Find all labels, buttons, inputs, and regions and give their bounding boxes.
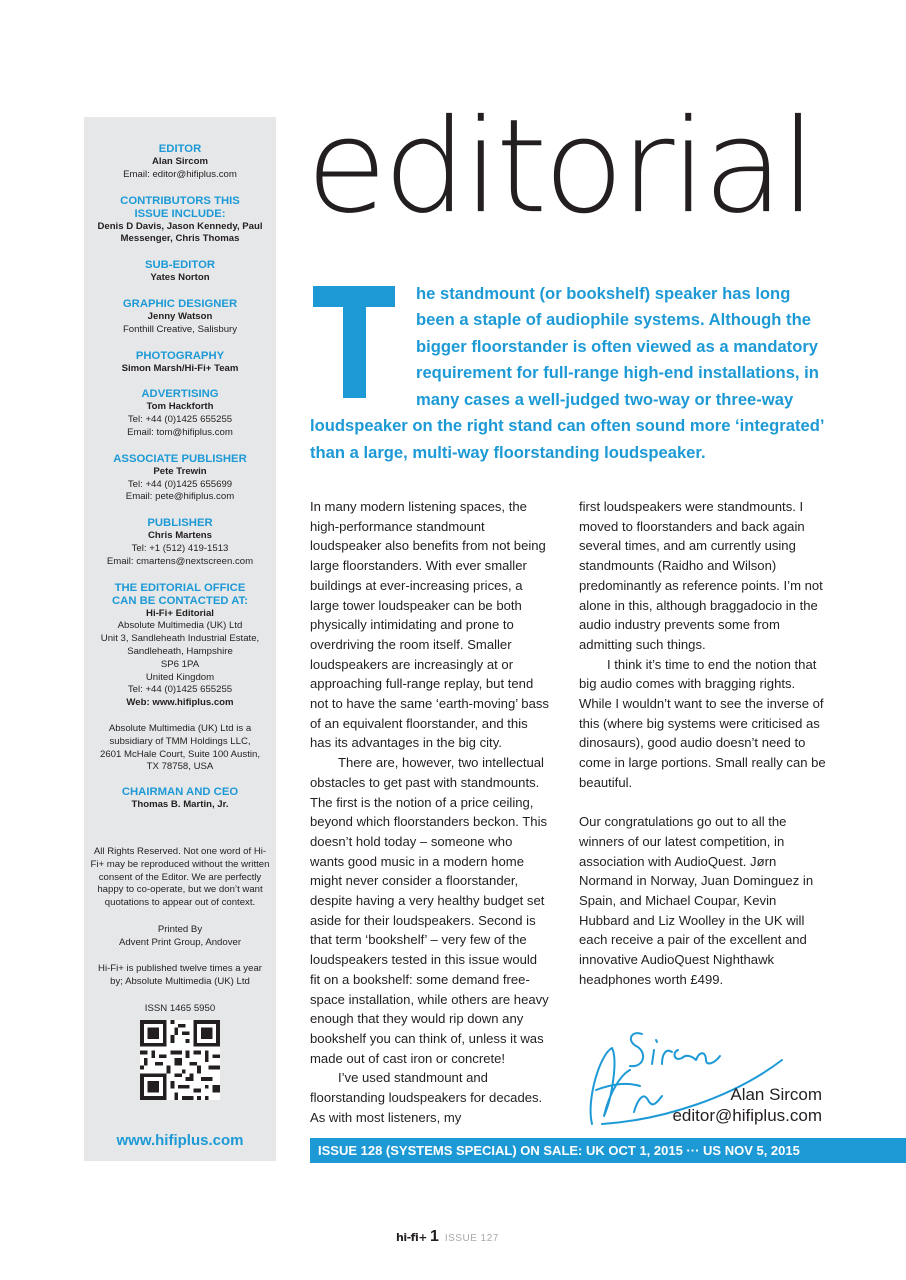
editor-name: Alan Sircom [152,156,208,167]
masthead-publisher [84,517,276,568]
standfirst-line: than a large, multi-way floorstanding loudspeaker. [310,443,706,462]
office-name: Hi-Fi+ Editorial [146,607,214,619]
masthead-editor [84,143,276,182]
standfirst-line: he standmount (or bookshelf) speaker has long [416,284,791,303]
standfirst-line: loudspeaker on the right stand can often sound more ‘integrated’ [310,416,825,435]
body-paragraph: first loudspeakers were standmounts. I moved to floorstanders and back again several times, and am currently using standmounts (Raidho and Wilson) predominantly as reference points. I’m not alone in this, although braggadocio in the audio industry prevents some from admitting such things. [579,499,823,652]
contributor-names: Denis D Davis, Jason Kennedy, Paul Messenger, Chris Thomas [97,220,263,245]
signature-name: Alan Sircom [730,1085,822,1104]
office-line: Unit 3, Sandleheath Industrial Estate, [100,633,260,645]
masthead-sidebar [84,117,276,1161]
paragraph-gap [579,793,829,813]
section-heading: CONTRIBUTORS THIS ISSUE INCLUDE: [120,194,240,220]
office-line: United Kingdom [145,671,215,683]
issue-label: ISSUE 127 [444,1233,499,1244]
body-paragraph: Our congratulations go out to all the winners of our latest competition, in association with AudioQuest. Jørn Normand in Norway, Juan Dominguez in Spain, and Michael Coupar, Kevin Hubbard and Liz Woolley in the UK will each receive a pair of the excellent and innovative AudioQuest Nighthawk headphones worth £499. [579,814,814,987]
designer-name: Jenny Watson [147,310,213,322]
masthead-associate-publisher [84,453,276,504]
masthead-photography [84,350,276,376]
publisher-email: Email: cmartens@nextscreen.com [106,555,254,567]
masthead-office [84,582,276,710]
masthead-graphic-designer [84,298,276,337]
associate-name: Pete Trewin [153,465,207,477]
section-heading: PUBLISHER [147,517,213,530]
website-link[interactable]: www.hifiplus.com [116,1132,244,1149]
advertising-email: Email: tom@hifiplus.com [127,426,233,438]
next-issue-banner: ISSUE 128 (SYSTEMS SPECIAL) ON SALE: UK OCT 1, 2015 ··· US NOV 5, 2015 [310,1138,906,1163]
signature-email[interactable]: editor@hifiplus.com [672,1106,822,1125]
hifi-logo: hi-fi+ [396,1231,427,1244]
standfirst-line: bigger floorstander is often viewed as a mandatory [416,337,819,356]
qr-code-icon[interactable] [140,1020,220,1100]
section-heading: GRAPHIC DESIGNER [122,297,238,310]
body-paragraph: There are, however, two intellectual obstacles to get past with standmounts. The first is the notion of a price ceiling, beyond which floorstanders beckon. This doesn’t hold today – someone who wants good music in a modern home might never consider a floorstander, despite having a very healthy budget set aside for their loudspeakers. Second is that term ‘bookshelf’ – very few of the loudspeakers tested in this issue would fit on a bookshelf: some demand free-space installation, while others are heavy enough that they would rip down any bookshelf you can think of, unless it was made out of cast iron or concrete! [310,755,549,1066]
body-paragraph: I think it’s time to end the notion that big audio comes with bragging rights. While I wouldn’t want to see the inverse of this (where big systems were criticised as dinosaurs), good audio doesn’t need to come in large portions. Small really can be beautiful. [579,656,826,790]
masthead-ceo [84,786,276,812]
page-number: 1 [429,1228,439,1245]
sub-editor-name: Yates Norton [150,272,210,284]
editor-email: Email: editor@hifiplus.com [123,168,237,180]
photography-name: Simon Marsh/Hi-Fi+ Team [121,362,239,374]
section-heading: ADVERTISING [141,388,219,401]
drop-cap-glyph [313,286,395,398]
published-note: Hi-Fi+ is published twelve times a year by; Absolute Multimedia (UK) Ltd [98,963,262,988]
masthead-contributors [84,195,276,247]
publisher-name: Chris Martens [148,530,212,542]
office-line: Absolute Multimedia (UK) Ltd [117,620,243,632]
standfirst-line: been a staple of audiophile systems. Although the [416,310,811,329]
advertising-name: Tom Hackforth [146,401,214,413]
publisher-tel: Tel: +1 (512) 419-1513 [131,542,229,554]
body-paragraph: In many modern listening spaces, the high-performance standmount loudspeaker also benefits from not being large floorstanders. With ever smaller buildings at ever-increasing prices, a large tower loudspeaker can be both physically intimidating and prone to overdriving the room itself. Smaller loudspeakers are increasingly at or approaching full-range replay, but tend not to have the same ‘earth-moving’ bass of an equivalent floorstander, and this has its advantages in the big city. [310,499,549,751]
office-line: Sandleheath, Hampshire [127,645,233,657]
body-column-left [310,497,550,1128]
associate-tel: Tel: +44 (0)1425 655699 [127,478,233,490]
ceo-name: Thomas B. Martin, Jr. [131,799,229,811]
standfirst-line: many cases a well-judged two-way or three-way [416,390,794,409]
page-footer [396,1228,499,1246]
office-web: Web: www.hifiplus.com [126,697,234,709]
section-heading: EDITOR [158,143,202,155]
office-line: Tel: +44 (0)1425 655255 [127,684,233,696]
masthead-advertising [84,388,276,439]
issn: ISSN 1465 5950 [144,1003,216,1015]
standfirst-line: requirement for full-range high-end installations, in [416,363,819,382]
associate-email: Email: pete@hifiplus.com [125,491,235,503]
drop-cap-t [313,286,395,398]
printed-label: Printed By [157,923,203,935]
section-heading: SUB-EDITOR [144,259,216,272]
body-column-right [579,497,829,990]
section-heading: ASSOCIATE PUBLISHER [113,452,247,465]
advertising-tel: Tel: +44 (0)1425 655255 [127,414,233,426]
masthead-sub-editor [84,259,276,285]
printed-name: Advent Print Group, Andover [118,936,242,948]
printed-by [84,924,276,950]
section-heading: CHAIRMAN AND CEO [121,786,239,799]
office-line: SP6 1PA [160,658,200,670]
designer-detail: Fonthill Creative, Salisbury [122,323,238,335]
body-paragraph: I’ve used standmount and floorstanding loudspeakers for decades. As with most listeners, my [310,1070,543,1125]
masthead-content [84,143,276,1100]
rights-note: All Rights Reserved. Not one word of Hi-Fi+ may be reproduced without the written consent of the Editor. We are perfectly happy to co-operate, but we don’t want quotations to appear out of context. [90,845,270,909]
subsidiary-note: Absolute Multimedia (UK) Ltd is a subsidiary of TMM Holdings LLC, 2601 McHale Court, Suite 100 Austin, TX 78758, USA [100,722,260,773]
section-heading: PHOTOGRAPHY [135,349,225,362]
section-heading: THE EDITORIAL OFFICE CAN BE CONTACTED AT: [112,581,248,607]
page-title: editorial [306,91,813,243]
